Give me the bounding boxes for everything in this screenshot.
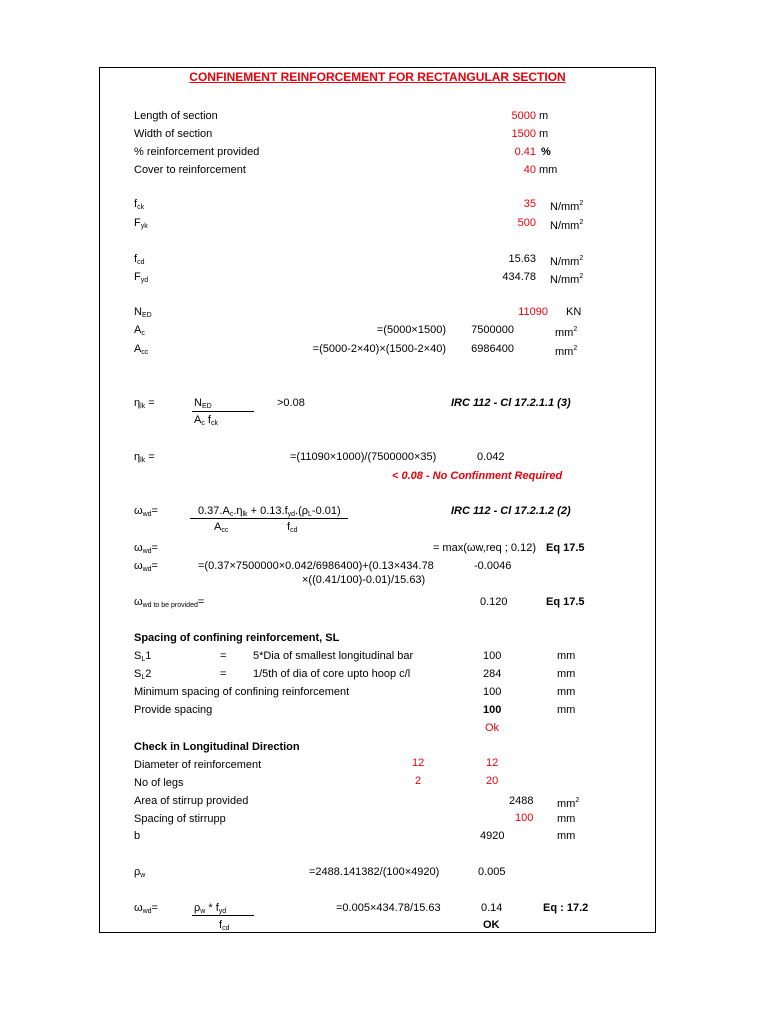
eta-numerator: $N_{ED}$ [194, 397, 212, 410]
fyk-label: $F_{yk}$ [134, 217, 148, 230]
sl2-unit: mm [557, 668, 576, 680]
final-fraction-bar [192, 915, 254, 916]
cover-label: Cover to reinforcement [134, 164, 246, 176]
width-label: Width of section [134, 128, 213, 140]
omega-denominator-fcd: $f_{cd}$ [287, 521, 298, 534]
min-spacing-unit: mm [557, 686, 576, 698]
eta-code-reference: IRC 112 - Cl 17.2.1.1 (3) [451, 397, 571, 409]
sl1-equals: = [220, 650, 227, 662]
fyk-unit: $N/mm^2$ [550, 219, 584, 232]
stirrup-spacing-value: 100 [515, 812, 534, 824]
sl2-label: $S_L2$ [134, 668, 152, 681]
spacing-ok-status: Ok [485, 722, 500, 734]
stirrup-spacing-unit: mm [557, 813, 576, 825]
omega-max-eq-ref: Eq 17.5 [546, 542, 585, 554]
rho-label: $\rho_w$ [134, 866, 146, 879]
omega-calc-formula-line2: ×((0.41/100)-0.01)/15.63) [302, 574, 426, 586]
fck-unit: $N/mm^2$ [550, 200, 584, 213]
fcd-value: 15.63 [508, 253, 536, 265]
longitudinal-heading: Check in Longitudinal Direction [134, 741, 300, 753]
final-eq-ref: Eq : 17.2 [543, 902, 589, 914]
length-label: Length of section [134, 110, 218, 122]
b-value: 4920 [480, 830, 505, 842]
omega-fraction-bar [190, 518, 348, 519]
eta-label: $\eta_{lk}$ = [134, 397, 155, 410]
stirrup-spacing-label: Spacing of stirrupp [134, 813, 226, 825]
dia-value-1: 12 [412, 757, 425, 769]
b-unit: mm [557, 830, 576, 842]
omega-provided-label: $\omega_{wd to be provided}=$ [134, 596, 205, 609]
fyd-value: 434.78 [502, 271, 536, 283]
b-label: b [134, 830, 141, 842]
rho-value: 0.005 [478, 866, 506, 878]
eta-calc-value: 0.042 [477, 451, 505, 463]
ac-label: $A_c$ [134, 324, 145, 337]
length-value: 5000 [511, 110, 536, 122]
omega-max-label: $\omega_{wd}=$ [134, 542, 158, 555]
width-unit: m [539, 128, 549, 140]
sl2-description: 1/5th of dia of core upto hoop c/l [253, 668, 411, 680]
omega-calc-label: $\omega_{wd}=$ [134, 560, 158, 573]
rho-formula: =2488.141382/(100×4920) [309, 866, 440, 878]
dia-label: Diameter of reinforcement [134, 759, 262, 771]
omega-max-formula: = max(ωw,req ; 0.12) [432, 542, 536, 554]
fcd-label: $f_{cd}$ [134, 253, 145, 266]
provide-spacing-unit: mm [557, 704, 576, 716]
eta-denominator: $A_c$ $f_{ck}$ [194, 414, 218, 427]
final-denominator: $f_{cd}$ [219, 919, 230, 932]
sl1-unit: mm [557, 650, 576, 662]
spacing-heading: Spacing of confining reinforcement, SL [134, 632, 340, 644]
legs-value-2: 20 [486, 775, 499, 787]
page-title: CONFINEMENT REINFORCEMENT FOR RECTANGULAR SECTION [189, 70, 566, 84]
omega-provided-eq-ref: Eq 17.5 [546, 596, 585, 608]
final-formula: =0.005×434.78/15.63 [336, 902, 441, 914]
acc-label: $A_{cc}$ [134, 343, 149, 356]
ac-formula: =(5000×1500) [376, 324, 446, 336]
eta-condition: >0.08 [277, 397, 305, 409]
fcd-unit: $N/mm^2$ [550, 255, 584, 268]
acc-formula: =(5000-2×40)×(1500-2×40) [312, 343, 446, 355]
sl1-description: 5*Dia of smallest longitudinal bar [253, 650, 414, 662]
legs-value-1: 2 [415, 775, 422, 787]
provide-spacing-label: Provide spacing [134, 704, 213, 716]
fyk-value: 500 [517, 217, 536, 229]
sl1-label: $S_L1$ [134, 650, 152, 663]
ac-value: 7500000 [471, 324, 514, 336]
fyd-label: $F_{yd}$ [134, 271, 149, 284]
omega-calc-formula-line1: =(0.37×7500000×0.042/6986400)+(0.13×434.78 [198, 560, 434, 572]
acc-unit: $mm^2$ [555, 345, 578, 358]
stirrup-area-value: 2488 [509, 795, 534, 807]
fck-value: 35 [523, 198, 536, 210]
final-value: 0.14 [481, 902, 503, 914]
ac-unit: $mm^2$ [555, 326, 578, 339]
fck-label: $f_{ck}$ [134, 198, 145, 211]
acc-value: 6986400 [471, 343, 514, 355]
omega-label: $\omega_{wd}=$ [134, 505, 158, 518]
cover-unit: mm [539, 164, 558, 176]
stirrup-area-unit: $mm^2$ [557, 797, 580, 810]
ned-unit: KN [566, 306, 582, 318]
cover-value: 40 [523, 164, 536, 176]
reinforcement-pct-label: % reinforcement provided [134, 146, 260, 158]
eta-fraction-bar [192, 411, 254, 412]
provide-spacing-value: 100 [483, 704, 502, 716]
omega-denominator-acc: $A_{cc}$ [214, 521, 229, 534]
dia-value-2: 12 [486, 757, 499, 769]
min-spacing-value: 100 [483, 686, 502, 698]
sl2-value: 284 [483, 668, 502, 680]
reinforcement-pct-value: 0.41 [514, 146, 536, 158]
min-spacing-label: Minimum spacing of confining reinforcement [134, 686, 350, 698]
eta-result: < 0.08 - No Confinment Required [392, 470, 563, 482]
final-ok-status: OK [483, 919, 500, 931]
legs-label: No of legs [134, 777, 184, 789]
final-numerator: $\rho_w * f_{yd}$ [194, 902, 227, 915]
eta-calc-formula: =(11090×1000)/(7500000×35) [290, 451, 437, 463]
fyd-unit: $N/mm^2$ [550, 273, 584, 286]
omega-code-reference: IRC 112 - Cl 17.2.1.2 (2) [451, 505, 571, 517]
width-value: 1500 [511, 128, 536, 140]
omega-provided-value: 0.120 [480, 596, 508, 608]
stirrup-area-label: Area of stirrup provided [134, 795, 249, 807]
omega-numerator: $0.37.A_c.\eta_{lk} + 0.13.f_{yd}.(\rho_L-0.01)$ [198, 505, 341, 518]
ned-label: $N_{ED}$ [134, 306, 152, 319]
eta-calc-label: $\eta_{lk}$ = [134, 451, 155, 464]
final-omega-label: $\omega_{wd}=$ [134, 902, 158, 915]
omega-calc-value: -0.0046 [474, 560, 512, 572]
sl1-value: 100 [483, 650, 502, 662]
sl2-equals: = [220, 668, 227, 680]
length-unit: m [539, 110, 549, 122]
ned-value: 11090 [518, 306, 548, 318]
reinforcement-pct-unit: % [541, 146, 551, 158]
